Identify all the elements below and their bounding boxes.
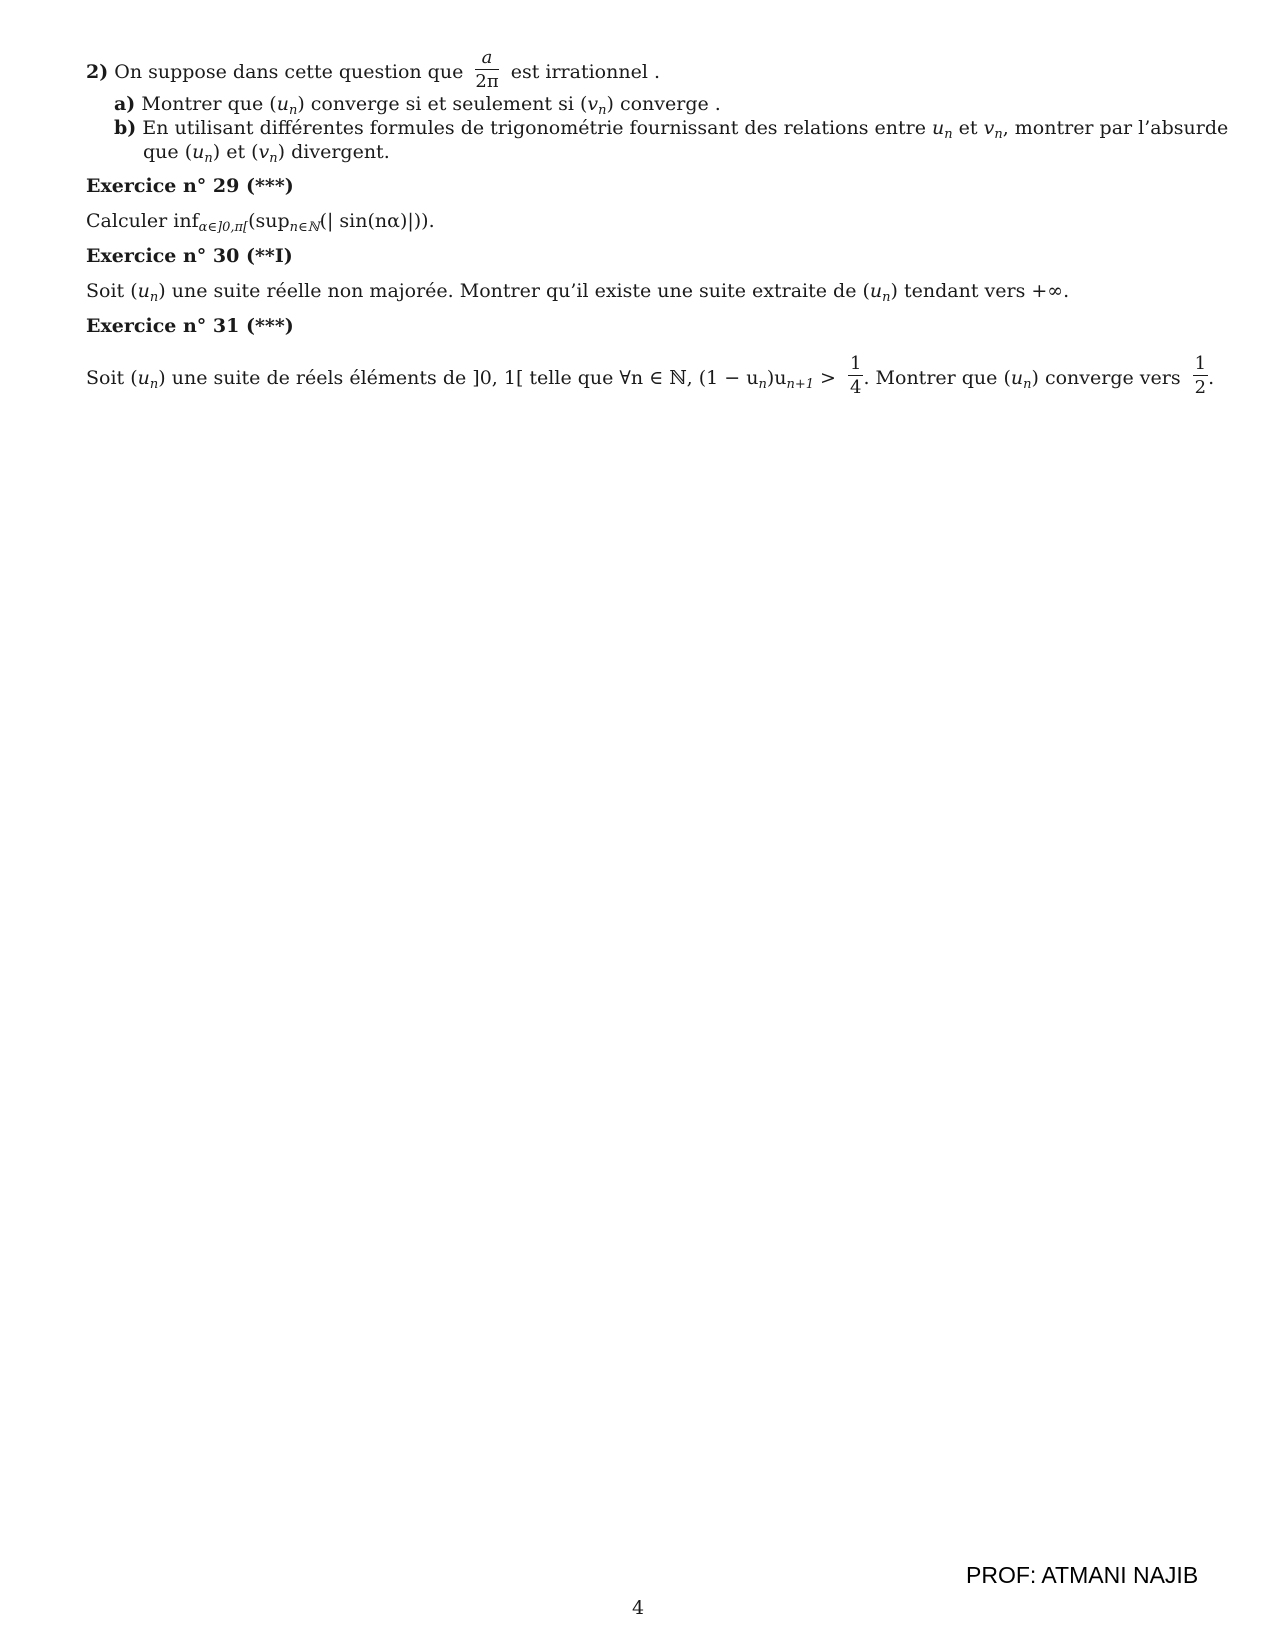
question-2b-line-2 [143, 140, 390, 164]
exercise-30-title [86, 244, 293, 268]
sequence-un: $(u_n)$ [130, 280, 166, 305]
exercise-31-text-3: )u [766, 367, 787, 389]
exercise-30-text-2: une suite réelle non majorée. Montrer qu’il existe une suite extraite de [165, 280, 863, 302]
exercise-31-text-5: . Montrer que [863, 367, 1004, 389]
sequence-un: $(u_n)$ [184, 141, 221, 166]
fraction-numerator: a [475, 49, 498, 70]
sequence-un: $(u_n)$ [1003, 367, 1039, 392]
sequence-vn: $(v_n)$ [579, 93, 614, 118]
author-footer: PROF: ATMANI NAJIB [966, 1562, 1199, 1588]
sequence-un: $(u_n)$ [269, 93, 305, 118]
question-2a-text-3: converge . [613, 93, 721, 115]
exercise-31-text-7: . [1208, 367, 1215, 389]
exercise-31-text-2: une suite de réels éléments de ]0, 1[ telle que ∀n ∈ ℕ, (1 − u [165, 367, 759, 389]
exercise-29-heading: Exercice n° 29 (***) [86, 175, 294, 197]
sup-subscript: n∈ℕ [289, 220, 320, 235]
term-un: $u_n$ [932, 117, 953, 142]
question-2b-text-3: , montrer par l’absurde [1002, 117, 1229, 139]
exercise-30-text-3: tendant vers +∞. [897, 280, 1070, 302]
sequence-un: $(u_n)$ [130, 367, 166, 392]
question-2-text-end: est irrationnel . [510, 61, 660, 83]
fraction-numerator: 1 [1194, 353, 1207, 374]
exercise-30-heading: Exercice n° 30 (**I) [86, 245, 293, 267]
question-2a-text-2: converge si et seulement si [304, 93, 580, 115]
question-2a-label: a) [114, 93, 136, 115]
exercise-29-text-2: (sup [248, 210, 290, 232]
question-2-text: On suppose dans cette question que [114, 61, 464, 83]
fraction-denominator: 2 [1194, 377, 1207, 398]
exercise-31-title [86, 314, 294, 338]
page-number: 4 [632, 1597, 645, 1619]
fraction-denominator: 2π [475, 71, 499, 92]
fraction-one-half [1193, 355, 1208, 397]
exercise-31-text: Soit [86, 367, 131, 389]
exercise-31-text-4: > [814, 367, 843, 389]
un-subscript: n [758, 377, 767, 392]
exercise-30-text: Soit [86, 280, 131, 302]
un-plus-1-subscript: n+1 [786, 377, 815, 392]
term-vn: $v_n$ [983, 117, 1003, 142]
exercise-31-text-6: converge vers [1038, 367, 1187, 389]
fraction-a-over-2pi [475, 49, 498, 91]
question-2b-text-2: et [952, 117, 984, 139]
exercise-29-text: Calculer inf [86, 210, 199, 232]
exercise-31-heading: Exercice n° 31 (***) [86, 315, 294, 337]
exercise-30-statement [86, 279, 1069, 303]
question-2b-label: b) [114, 117, 137, 139]
question-2b [114, 116, 1228, 140]
fraction-numerator: 1 [850, 353, 862, 374]
question-2b-text-4: que [143, 141, 185, 163]
question-2a [114, 92, 721, 116]
question-2 [86, 47, 660, 94]
exercise-29-title [86, 174, 294, 198]
exercise-31-statement [86, 353, 1215, 400]
question-2a-text: Montrer que [141, 93, 270, 115]
fraction-denominator: 4 [850, 377, 862, 398]
sequence-vn: $(v_n)$ [251, 141, 286, 166]
fraction-one-quarter [848, 355, 863, 397]
exercise-29-text-3: (| sin(nα)|)). [319, 210, 435, 232]
question-2b-text-6: divergent. [285, 141, 390, 163]
sequence-un: $(u_n)$ [862, 280, 898, 305]
question-2b-text: En utilisant différentes formules de trigonométrie fournissant des relations entre [142, 117, 932, 139]
exercise-29-statement [86, 209, 435, 233]
inf-subscript: α∈]0,π[ [198, 220, 249, 235]
question-2-label: 2) [86, 61, 109, 83]
question-2b-text-5: et [220, 141, 252, 163]
